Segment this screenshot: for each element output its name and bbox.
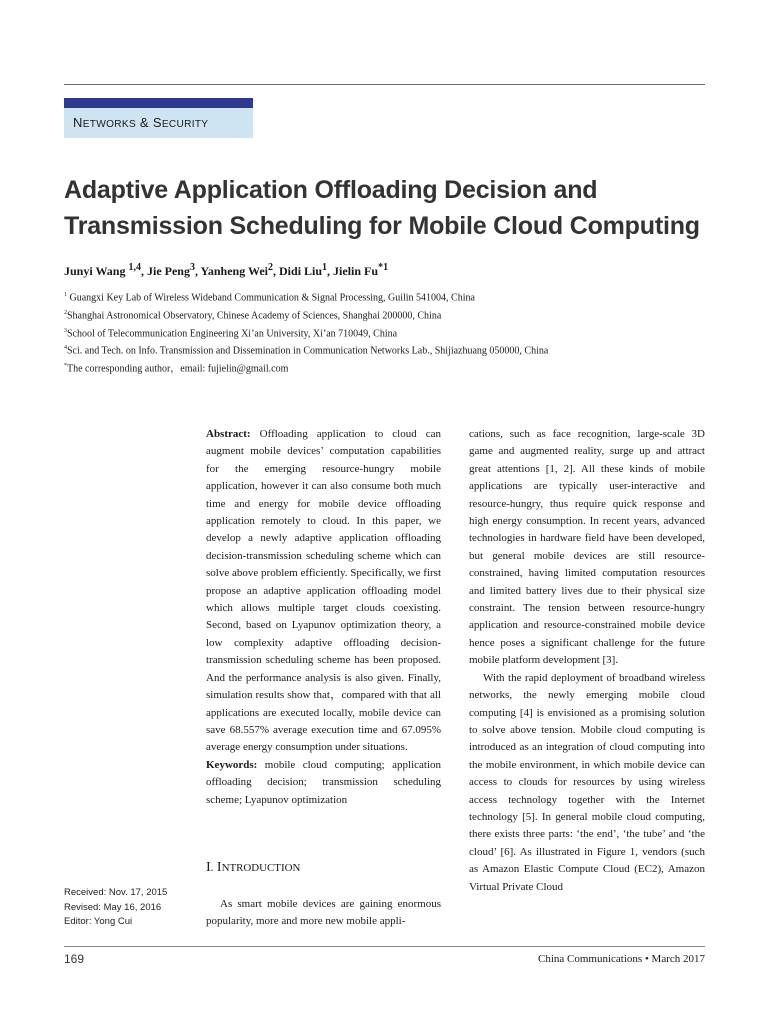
author: Jielin Fu$^{*1}$ bbox=[333, 262, 389, 278]
affiliations bbox=[64, 288, 714, 377]
intro-column bbox=[206, 896, 441, 931]
footer-rule bbox=[64, 946, 705, 947]
affiliation: $^2$Shanghai Astronomical Observatory, Chinese Academy of Sciences, Shanghai 200000, China bbox=[64, 309, 442, 322]
keywords-label: Keywords: bbox=[206, 758, 258, 771]
journal-footer: China Communications • March 2017 bbox=[538, 953, 705, 965]
abstract-column bbox=[206, 426, 441, 809]
revised-date: Revised: May 16, 2016 bbox=[64, 901, 162, 913]
keywords bbox=[206, 757, 441, 809]
author: Yanheng Wei$^2$, bbox=[200, 262, 280, 278]
section-heading-introduction: I. INTRODUCTION bbox=[206, 860, 301, 875]
author-list bbox=[64, 262, 388, 279]
affiliation: $^3$School of Telecommunication Engineering Xi’an University, Xi’an 710049, China bbox=[64, 327, 398, 339]
abstract-label: Abstract: bbox=[206, 428, 251, 440]
intro-paragraph: As smart mobile devices are gaining enormous popularity, more and more new mobile appli- bbox=[206, 898, 441, 928]
article-history bbox=[64, 886, 167, 930]
keywords-text: mobile cloud computing; application offloading decision; transmission scheduling scheme; Lyapunov optimization bbox=[206, 758, 442, 806]
body-paragraph: cations, such as face recognition, large-scale 3D game and augmented reality, surge up and attract great attentions [1, 2]. All these kinds of mobile applications are typically user-interactive and resource-hungry, thus require quick response and high energy consumption. In recent years, advanced technologies in hardware field have been developed, but general mobile devices are still resource-constrained, having limited computation resources and limited battery lives due to their physical size constraint. The tension between resource-hungry application and resource-constrained mobile device hence poses a significant challenge for the future mobile platform development [3]. bbox=[469, 428, 705, 667]
section-label bbox=[64, 108, 253, 138]
paper-title: Adaptive Application Offloading Decision and Transmission Scheduling for Mobile Cloud Computing bbox=[64, 176, 700, 240]
abstract bbox=[206, 426, 441, 757]
author: Jie Peng$^3$, bbox=[146, 262, 201, 278]
body-paragraph: With the rapid deployment of broadband wireless networks, the newly emerging mobile cloud computing [4] is envisioned as a promising solution to solve above tension. Mobile cloud computing is introduced as an integration of cloud computing into the mobile environment, in which mobile device can access to clouds for resources by using wireless access technology together with the Internet technology [5]. In general mobile cloud computing, there exists three parts: ‘the end’, ‘the tube’ and ‘the cloud’ [6]. As illustrated in Figure 1, vendors (such as Amazon Elastic Compute Cloud (EC2), Amazon Virtual Private Cloud bbox=[469, 671, 705, 893]
author: Didi Liu$^1$, bbox=[279, 262, 334, 278]
abstract-text: Offloading application to cloud can augment mobile devices’ computation capabilities for the emerging resource-hungry mobile application, however it can also consume both much time and energy for mobile device offloading application remotely to cloud. In this paper, we develop a newly adaptive application offloading decision-transmission scheduling scheme which can solve above problem efficiently. Specifically, we first propose an adaptive application offloading model which allows multiple target clouds coexisting. Second, based on Lyapunov optimization theory, a low complexity adaptive offloading decision-transmission scheduling scheme has been proposed. And the performance analysis is also given. Finally, simulation results show that，compared with that all applications are executed locally, mobile device can save 68.557% average execution time and 67.095% average energy consumption under situations. bbox=[206, 428, 442, 754]
page-number: 169 bbox=[64, 952, 85, 966]
affiliation: $^1$ Guangxi Key Lab of Wireless Wideband Communication & Signal Processing, Guilin 541004, China bbox=[64, 292, 475, 304]
right-column bbox=[469, 426, 705, 896]
editor: Editor: Yong Cui bbox=[64, 916, 133, 927]
author: Junyi Wang $^{1,4}$, bbox=[64, 262, 147, 278]
section-label-text: NETWORKS & SECURITY bbox=[73, 115, 209, 130]
received-date: Received: Nov. 17, 2015 bbox=[64, 887, 168, 898]
affiliation: $^4$Sci. and Tech. on Info. Transmission and Dissemination in Communication Networks Lab., Shijiazhuang 050000, China bbox=[64, 345, 549, 357]
top-rule bbox=[64, 84, 705, 85]
section-color-bar bbox=[64, 98, 253, 108]
corresponding-author: *The corresponding author，email: fujielin@gmail.com bbox=[64, 363, 289, 375]
